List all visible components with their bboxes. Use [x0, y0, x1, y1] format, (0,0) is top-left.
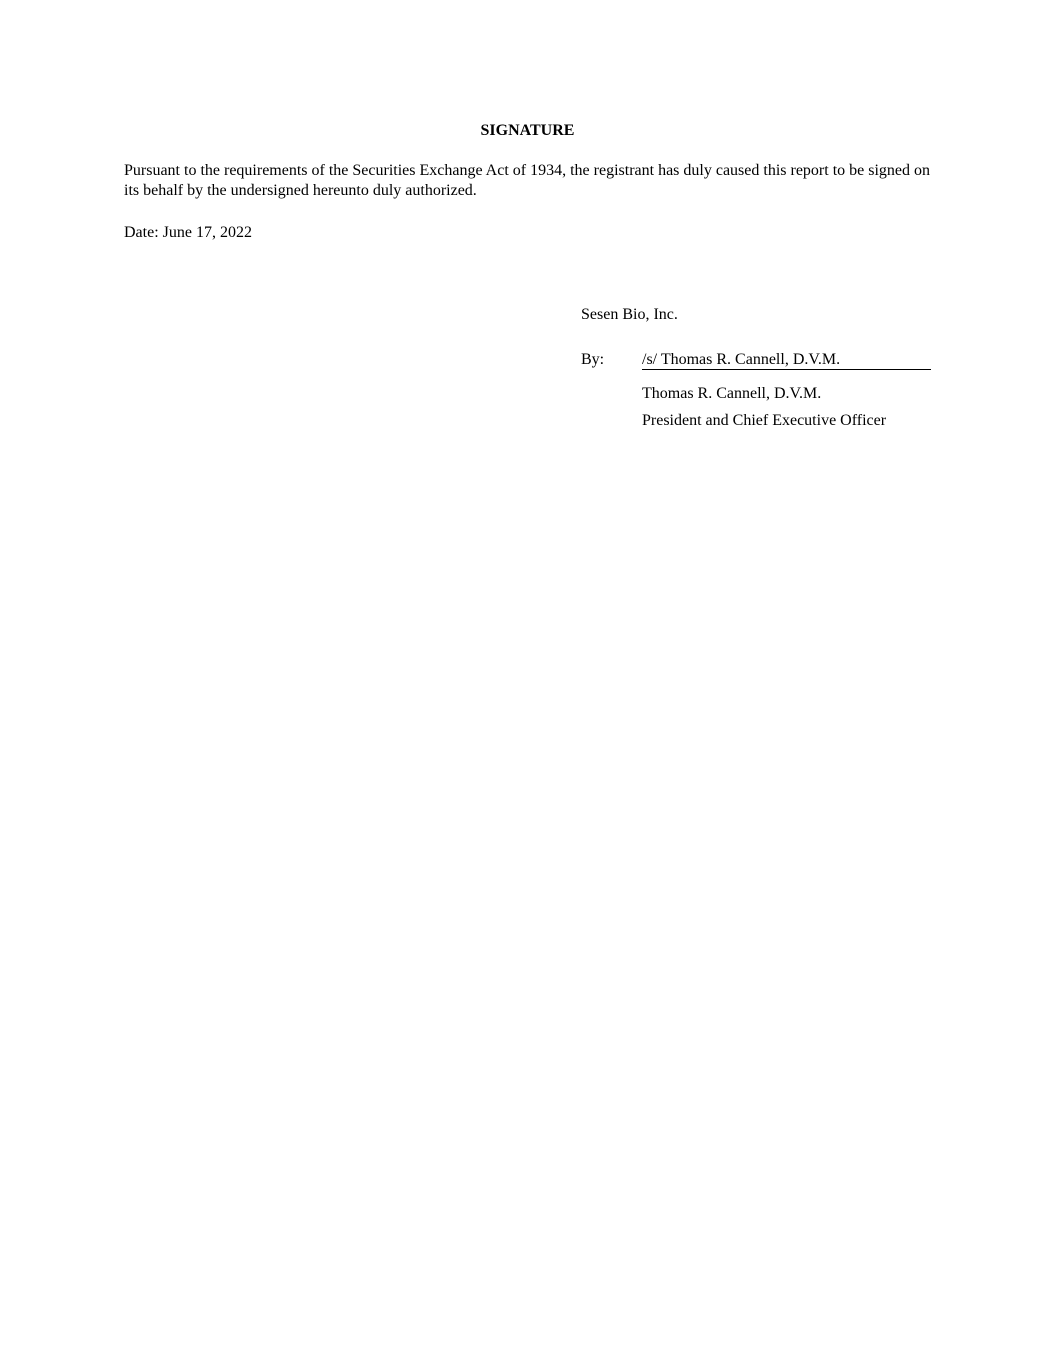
by-label: By: — [581, 351, 605, 368]
body-paragraph: Pursuant to the requirements of the Securities Exchange Act of 1934, the registrant has duly caused this report to be signed on its behalf by the undersigned hereunto duly authorized. — [124, 162, 931, 199]
signature-line: /s/ Thomas R. Cannell, D.V.M. — [642, 350, 931, 370]
signer-name: Thomas R. Cannell, D.V.M. — [642, 385, 822, 402]
company-name: Sesen Bio, Inc. — [581, 306, 678, 323]
document-date: Date: June 17, 2022 — [124, 224, 252, 241]
document-heading: SIGNATURE — [480, 122, 575, 139]
signer-title: President and Chief Executive Officer — [642, 412, 887, 429]
